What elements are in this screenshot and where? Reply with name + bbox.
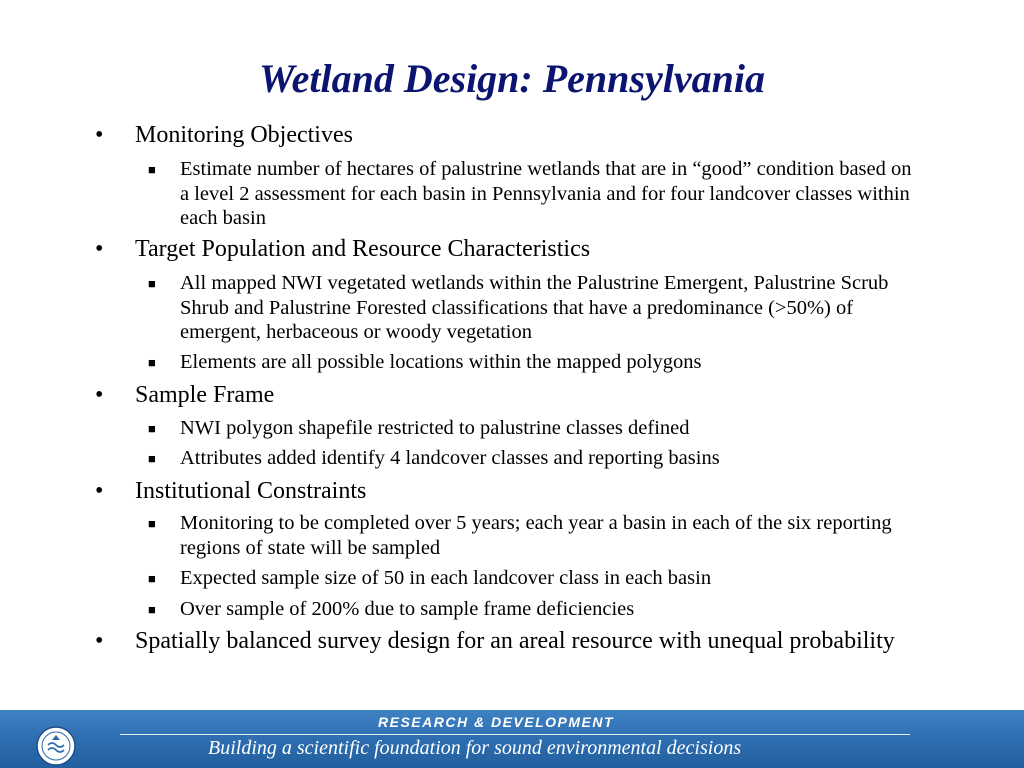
sub-bullet-text: Elements are all possible locations within the mapped polygons <box>180 351 702 373</box>
sub-bullet-text: Over sample of 200% due to sample frame deficiencies <box>180 598 635 620</box>
square-bullet-icon: ■ <box>148 516 156 531</box>
sub-bullet-text: NWI polygon shapefile restricted to palustrine classes defined <box>180 417 690 439</box>
square-bullet-icon: ■ <box>148 355 156 370</box>
sub-bullet-text: Attributes added identify 4 landcover classes and reporting basins <box>180 447 720 469</box>
bullet-dot-icon: • <box>95 382 104 408</box>
bullet-text: Spatially balanced survey design for an areal resource with unequal probability <box>135 628 895 654</box>
bullet-dot-icon: • <box>95 478 104 504</box>
footer-divider <box>120 734 910 735</box>
sub-bullet-text: Monitoring to be completed over 5 years; each year a basin in each of the six reporting regions of state will be sampled <box>180 512 892 559</box>
footer-heading: RESEARCH & DEVELOPMENT <box>378 714 615 730</box>
square-bullet-icon: ■ <box>148 421 156 436</box>
bullet-text: Target Population and Resource Characteristics <box>135 236 591 262</box>
slide-title: Wetland Design: Pennsylvania <box>259 56 765 101</box>
square-bullet-icon: ■ <box>148 571 156 586</box>
bullet-text: Sample Frame <box>135 382 275 408</box>
sub-bullet-text: Expected sample size of 50 in each landcover class in each basin <box>180 567 712 589</box>
bullet-dot-icon: • <box>95 122 104 148</box>
square-bullet-icon: ■ <box>148 162 156 177</box>
footer-tagline: Building a scientific foundation for sound environmental decisions <box>208 737 742 759</box>
sub-bullet-text: All mapped NWI vegetated wetlands within the Palustrine Emergent, Palustrine Scrub Shrub and Palustrine Forested classifications that have a predominance (>50%) of emergent, herbaceous or woody vegetation <box>180 272 889 343</box>
sub-bullet-text: Estimate number of hectares of palustrine wetlands that are in “good” condition based on a level 2 assessment for each basin in Pennsylvania and for four landcover classes within each basin <box>180 158 912 229</box>
bullet-dot-icon: • <box>95 236 104 262</box>
bullet-text: Institutional Constraints <box>135 478 367 504</box>
footer-banner <box>0 710 1024 768</box>
bullet-text: Monitoring Objectives <box>135 122 353 148</box>
square-bullet-icon: ■ <box>148 602 156 617</box>
epa-seal-icon <box>36 726 76 766</box>
bullet-dot-icon: • <box>95 628 104 654</box>
square-bullet-icon: ■ <box>148 276 156 291</box>
square-bullet-icon: ■ <box>148 451 156 466</box>
